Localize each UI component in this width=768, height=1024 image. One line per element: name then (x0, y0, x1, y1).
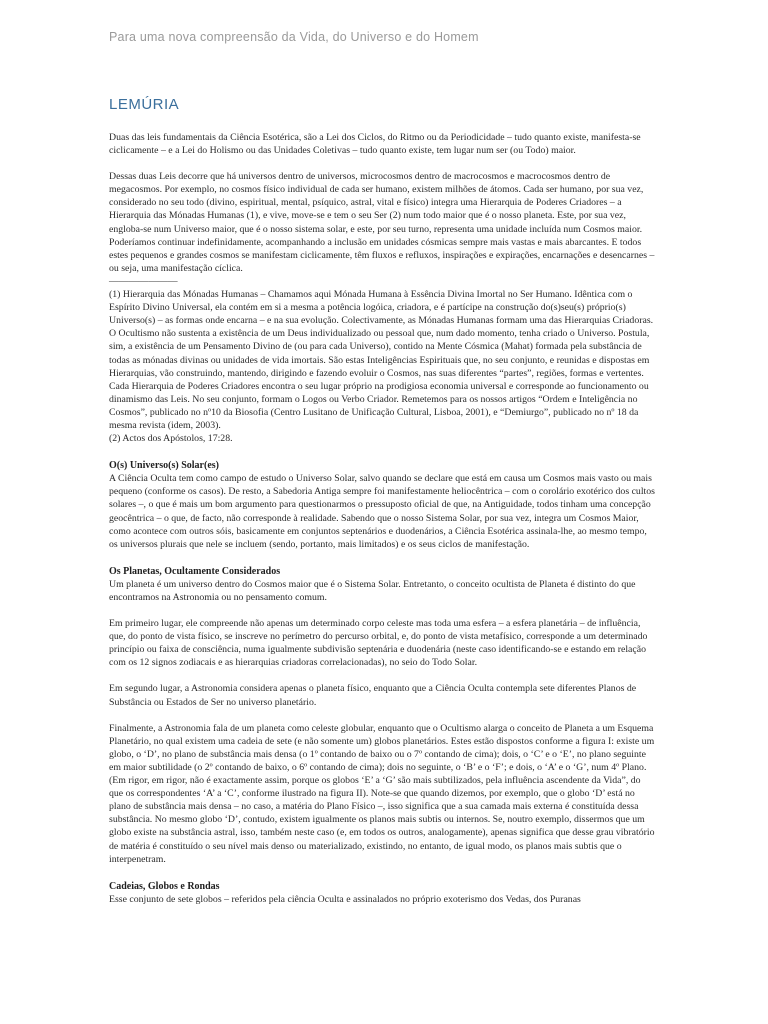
section-heading-universo-solar: O(s) Universo(s) Solar(es) (109, 460, 219, 472)
footnote-2: (2) Actos dos Apóstolos, 17:28. (109, 433, 233, 445)
intro-paragraph-1: Duas das leis fundamentais da Ciência Esotérica, são a Lei dos Ciclos, do Ritmo ou da Periodicidade – tudo quanto existe, manifesta-se ciclicamente – e a Lei do Holismo ou das Unidades Coletivas – tudo quanto existe, tem lugar num ser (ou Todo) maior. (109, 132, 641, 157)
paragraph-planetas-1: Um planeta é um universo dentro do Cosmos maior que é o Sistema Solar. Entretanto, o conceito ocultista de Planeta é distinto do que encontramos na Astronomia ou no pensamento comum. (109, 578, 636, 603)
section-heading-cadeias: Cadeias, Globos e Rondas (109, 880, 220, 892)
article-title: LEMÚRIA (109, 96, 180, 113)
paragraph-planetas-3: Em segundo lugar, a Astronomia considera apenas o planeta físico, enquanto que a Ciência Oculta contempla sete diferentes Planos de Substância ou Estados de Ser no universo planetário. (109, 683, 637, 708)
article-body (109, 131, 657, 906)
footnote-1: (1) Hierarquia das Mónadas Humanas – Chamamos aqui Mónada Humana à Essência Divina Imortal no Ser Humano. Idêntica com o Espírito Divino Universal, ela contém em si a mesma a potência logóica, criadora, e é partícipe na construção do(s)seu(s) próprio(s) Universo(s) – as formas onde encarna – e na sua evolução. Colectivamente, as Mónadas Humanas formam uma das Hierarquias Criadoras. O Ocultismo não sustenta a existência de um Deus individualizado ou pessoal que, num dado momento, tenha criado o Universo. Postula, sim, a existência de um Pensamento Divino de (ou para cada Universo), contido na Mente Cósmica (Mahat) formada pela substância de todas as mónadas divinas ou unidades de vida imortais. São estas Inteligências Espirituais que, no seu conjunto, e reunidas e dispostas em Hierarquias, vão construindo, mantendo, dirigindo e fazendo evoluir o Cosmos, nas suas diferentes “partes”, regiões, formas e vertentes. Cada Hierarquia de Poderes Criadores encontra o seu lugar próprio na prodigiosa economia universal e corresponde ao funcionamento ou dinamismo das Leis. No seu conjunto, formam o Logos ou Verbo Criador. Remetemos para os nossos artigos “Ordem e Inteligência no Cosmos”, publicado no nº10 da Biosofia (Centro Lusitano de Unificação Cultural, Lisboa, 2001), e “Demiurgo”, publicado no nº 18 da mesma revista (idem, 2003). (109, 289, 654, 431)
paragraph-universo-solar: A Ciência Oculta tem como campo de estudo o Universo Solar, salvo quando se declare que está em causa um Cosmos mais vasto ou mais pequeno (conforme os casos). De resto, a Sabedoria Antiga sempre foi manifestamente heliocêntrica – com o corolário exotérico dos cultos solares –, o que é mais um bom argumento para questionarmos o pressuposto oficial de que, na Antiguidade, todos tinham uma concepção geocêntrica – o que, de facto, não corresponde à realidade. Sabendo que o nosso Sistema Solar, por sua vez, integra um Cosmos Maior, como acontece com outros sóis, basicamente em conjuntos septenários e duodenários, a Ciência Esotérica assinala-lhe, ao mesmo tempo, os universos plurais que nele se incluem (sendo, portanto, mais limitados) e os seus ciclos de manifestação. (109, 473, 655, 550)
paragraph-cadeias: Esse conjunto de sete globos – referidos pela ciência Oculta e assinalados no próprio exoterismo dos Vedas, dos Puranas (109, 893, 581, 905)
site-tagline: Para uma nova compreensão da Vida, do Universo e do Homem (109, 30, 479, 44)
section-heading-planetas: Os Planetas, Ocultamente Considerados (109, 565, 281, 577)
paragraph-planetas-2: Em primeiro lugar, ele compreende não apenas um determinado corpo celeste mas toda uma esfera – a esfera planetária – de influência, que, do ponto de vista físico, se inscreve no perímetro do percurso orbital, e, do ponto de vista metafísico, corresponde a um determinado princípio ou faixa de consciência, numa igualmente subdivisão septenária e duodenária (neste caso identificando-se e estando em relação com os 12 signos zodiacais e as hierarquias criadoras correlacionadas), no seio do Todo Solar. (109, 618, 648, 669)
paragraph-planetas-4: Finalmente, a Astronomia fala de um planeta como celeste globular, enquanto que o Ocultismo alarga o conceito de Planeta a um Esquema Planetário, no qual existem uma cadeia de sete (e não somente um) globos planetários. Estes estão dispostos conforme a figura I: existe um globo, o ‘D’, no plano de substância mais densa (o 1º contando de baixo ou o 7º contando de cima); dois, o ‘C’ e o ‘E’, no plano seguinte em maior subtilidade (o 2º contando de baixo, o 6º contando de cima); dois no seguinte, o ‘B’ e o ‘F’; e dois, o ‘A’ e o ‘G’, num 4º Plano. (Em rigor, em rigor, não é exactamente assim, porque os globos ‘E’ a ‘G’ são mais subtilizados, pela influência ascendente da Vida”, do que os correspondentes ‘A’ a ‘C’, conforme ilustrado na figura II). Note-se que quando dizemos, por exemplo, que o globo ‘D’ está no plano de substância mais densa – no caso, a matéria do Plano Físico –, isso significa que a sua camada mais externa é constituída dessa substância. No mesmo globo ‘D’, contudo, existem igualmente os planos mais subtis ou internos. Se, noutro exemplo, dissermos que um globo existe na substância astral, isso, também neste caso (e, em todos os outros, analogamente), apenas significa que desse grau vibratório de matéria é constituído o seu nível mais denso ou materializado, existindo, no entanto, de igual modo, os planos mais subtis que o interpenetram. (109, 722, 655, 865)
intro-paragraph-2: Dessas duas Leis decorre que há universos dentro de universos, microcosmos dentro de macrocosmos e macrocosmos dentro de megacosmos. Por exemplo, no cosmos físico individual de cada ser humano, existem milhões de átomos. Cada ser humano, por sua vez, considerado no seu todo (divino, espiritual, mental, psíquico, astral, vital e físico) integra uma Hierarquia de Poderes Criadores – a Hierarquia das Mónadas Humanas (1), e vive, move-se e tem o seu Ser (2) num todo maior que é o nosso planeta. Este, por sua vez, engloba-se num Universo maior, que é o nosso sistema solar, e este, por seu turno, representa uma unidade incluída num Cosmos maior. Poderíamos continuar indefinidamente, acompanhando a inclusão em unidades cósmicas sempre mais vastas e mais abarcantes. E todos estes pequenos e grandes cosmos se manifestam ciclicamente, têm fluxos e refluxos, inspirações e expirações, encarnações e desencarnes – ou seja, uma manifestação cíclica. (109, 171, 655, 274)
footnote-separator: ——————— (109, 275, 178, 287)
